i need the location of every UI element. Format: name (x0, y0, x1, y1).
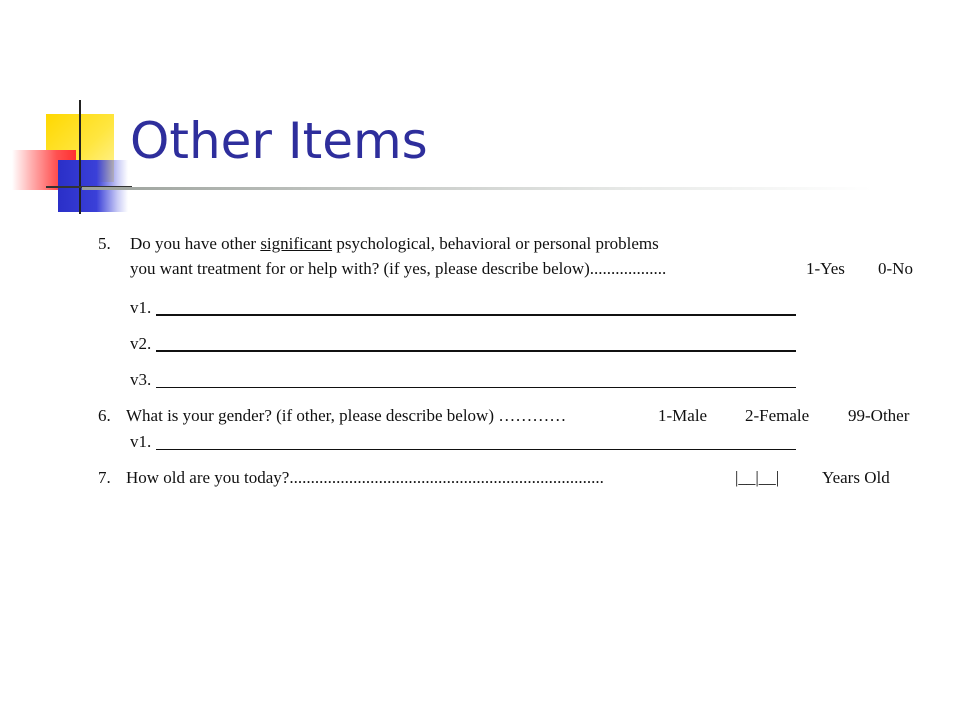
question-text: How old are you today?.......................................................................... (126, 468, 604, 487)
question-text-line-2: you want treatment for or help with? (if yes, please describe below).................. (130, 259, 667, 278)
question-number: 6. (98, 406, 111, 425)
question-text-line-1: Do you have other significant psychological, behavioral or personal problems (130, 234, 659, 253)
question-text: What is your gender? (if other, please describe below) ………… (126, 406, 567, 425)
slide-title: Other Items (130, 112, 428, 170)
response-label-v3: v3. (130, 370, 152, 389)
response-line-v3 (156, 387, 796, 388)
response-line-v2 (156, 350, 796, 352)
response-label-v2: v2. (130, 334, 152, 353)
option-no: 0-No (878, 259, 913, 278)
response-line-v1 (156, 449, 796, 450)
option-female: 2-Female (745, 406, 810, 425)
response-label-v1: v1. (130, 298, 152, 317)
question-number: 5. (98, 234, 111, 253)
age-entry-boxes: |__|__| (735, 468, 780, 487)
emphasized-word: significant (260, 234, 333, 253)
option-male: 1-Male (658, 406, 708, 425)
option-other: 99-Other (848, 406, 910, 425)
response-line-v1 (156, 314, 796, 316)
response-label-v1: v1. (130, 432, 152, 451)
option-yes: 1-Yes (806, 259, 845, 278)
age-unit-label: Years Old (822, 468, 890, 487)
question-number: 7. (98, 468, 111, 487)
